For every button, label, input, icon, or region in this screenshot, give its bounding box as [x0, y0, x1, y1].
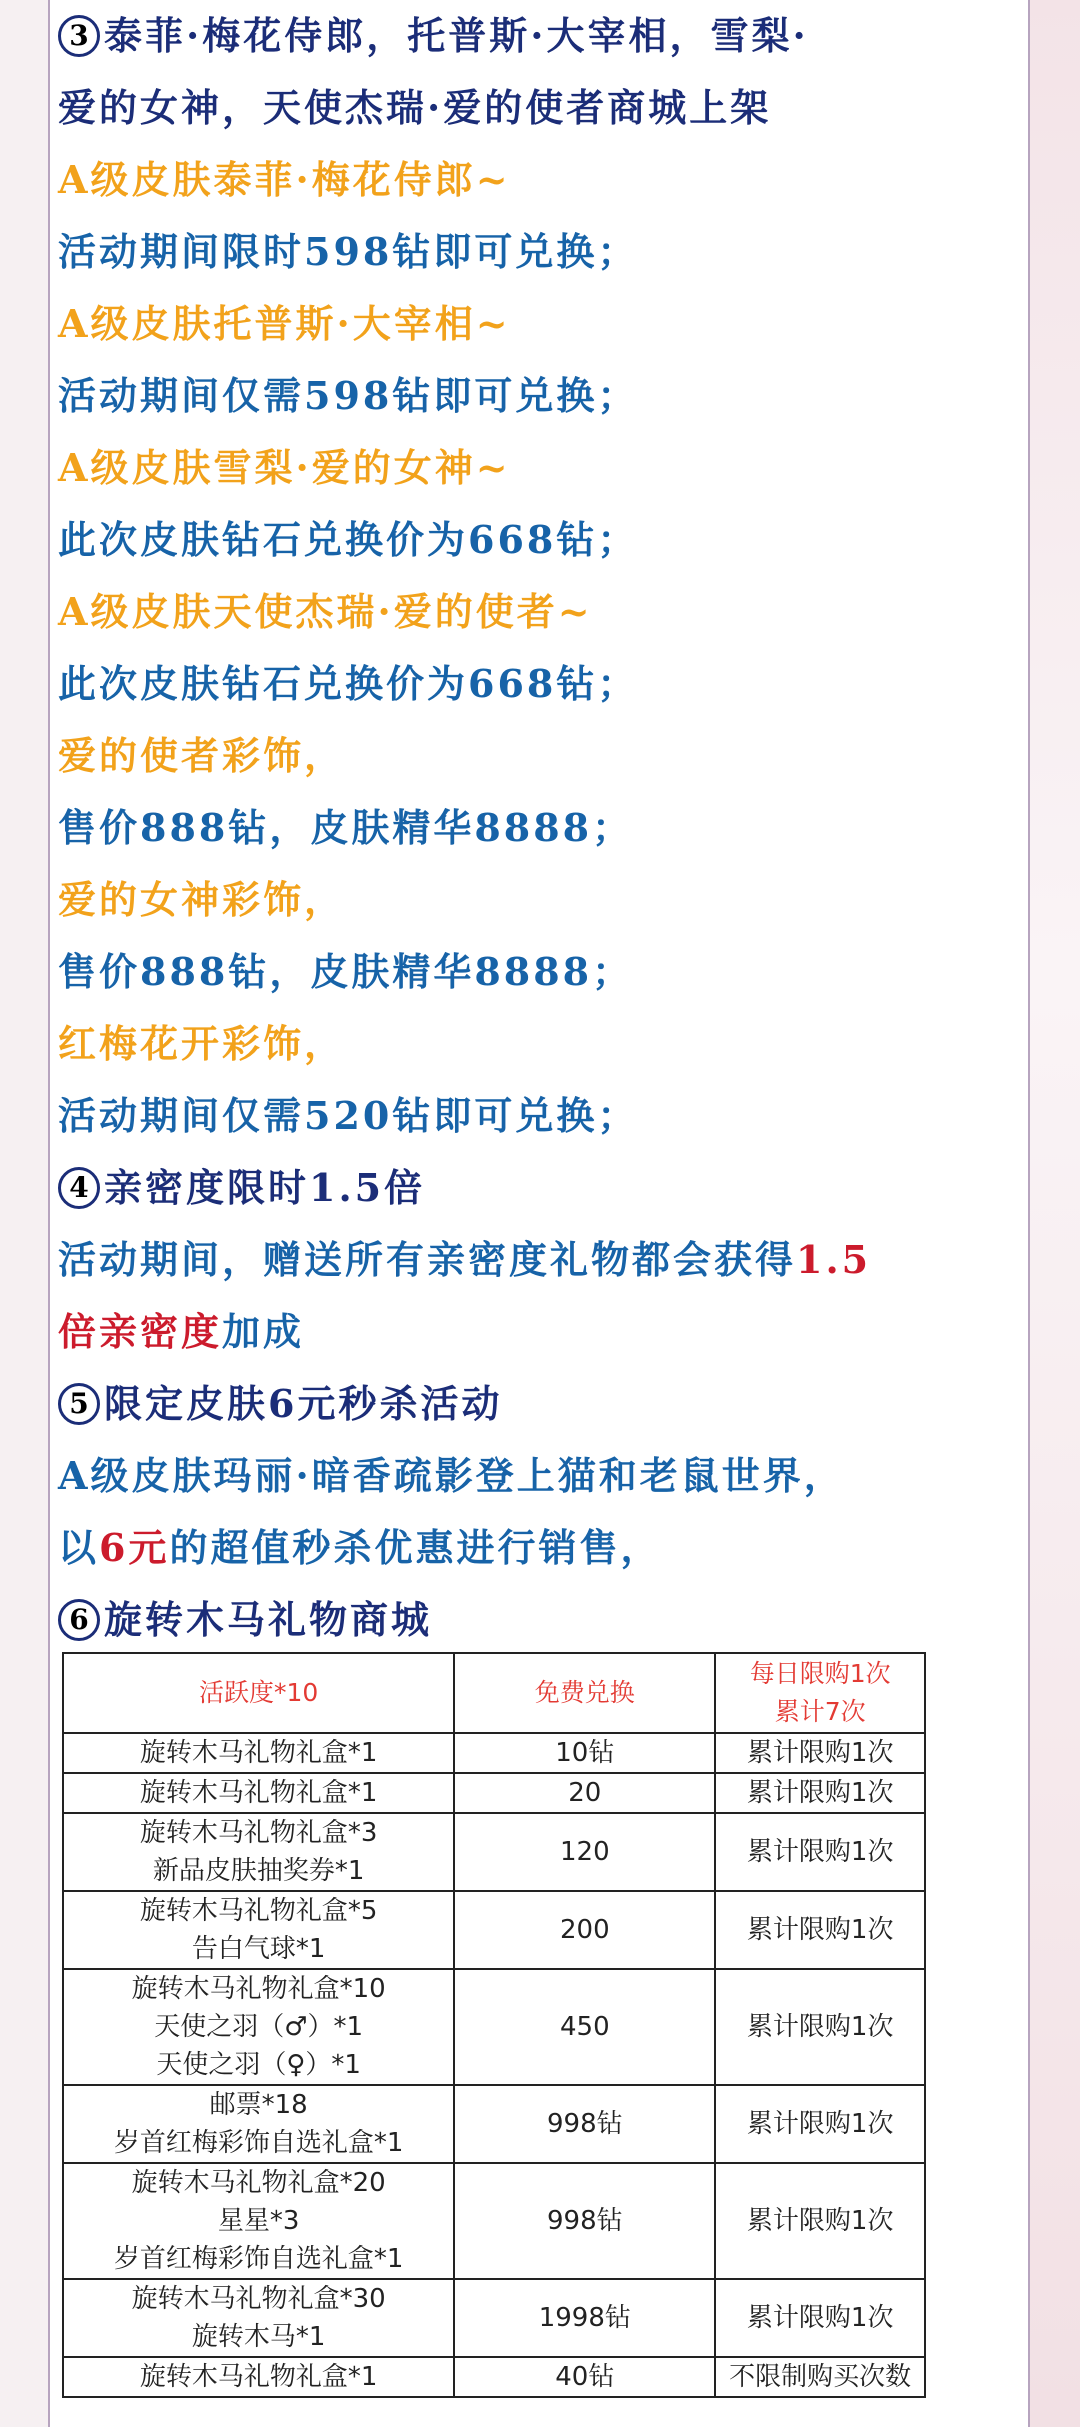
- text-line: [58, 432, 1028, 504]
- table-row: [63, 2163, 925, 2279]
- text-segment: 倍亲密度: [58, 1309, 223, 1354]
- reward-item: 新品皮肤抽奖券*1: [152, 1856, 365, 1886]
- text-segment: A级皮肤泰菲·梅花侍郎~: [58, 157, 511, 202]
- price-cell: 998钻: [454, 2085, 715, 2163]
- text-line: [58, 1368, 1028, 1440]
- price-cell: 20: [454, 1773, 715, 1813]
- reward-item: 邮票*18: [209, 2090, 308, 2120]
- purchase-limit-cell: 累计限购1次: [715, 1733, 925, 1773]
- reward-items-cell: [63, 2357, 454, 2397]
- text-line: [58, 720, 1028, 792]
- text-line: [58, 0, 1028, 72]
- text-line: [58, 1584, 1028, 1656]
- text-line: [58, 504, 1028, 576]
- text-line: [58, 1224, 1028, 1296]
- text-segment: 活动期间仅需520钻即可兑换；: [58, 1093, 639, 1138]
- text-segment: 加成: [222, 1309, 305, 1354]
- text-segment: 1.5: [796, 1237, 872, 1282]
- table-row: [63, 1773, 925, 1813]
- reward-item: 旋转木马礼物礼盒*1: [139, 1738, 378, 1768]
- text-segment: A级皮肤玛丽·暗香疏影登上猫和老鼠世界，: [58, 1453, 845, 1498]
- text-segment: 售价888钻，皮肤精华8888；: [58, 949, 634, 994]
- text-line: [58, 1296, 1028, 1368]
- text-segment: 售价888钻，皮肤精华8888；: [58, 805, 634, 850]
- reward-items-cell: [63, 2085, 454, 2163]
- text-line: [58, 1080, 1028, 1152]
- reward-items-cell: [63, 1733, 454, 1773]
- table-row: [63, 2085, 925, 2163]
- announcement-text: [50, 0, 1028, 1656]
- text-line: [58, 288, 1028, 360]
- purchase-limit-cell: 不限制购买次数: [715, 2357, 925, 2397]
- section-number-badge: 6: [58, 1599, 100, 1641]
- price-cell: 1998钻: [454, 2279, 715, 2357]
- reward-items-cell: [63, 1969, 454, 2085]
- text-segment: 旋转木马礼物商城: [104, 1597, 433, 1642]
- table-row: [63, 1733, 925, 1773]
- text-line: [58, 72, 1028, 144]
- text-segment: 6元: [99, 1525, 170, 1570]
- price-cell: 998钻: [454, 2163, 715, 2279]
- table-header-row: [63, 1653, 925, 1733]
- price-cell: 200: [454, 1891, 715, 1969]
- text-segment: 限定皮肤6元秒杀活动: [104, 1381, 503, 1426]
- header-daily-limit-line1: 每日限购1次: [749, 1659, 891, 1688]
- text-segment: 此次皮肤钻石兑换价为668钻；: [58, 517, 639, 562]
- reward-item: 旋转木马礼物礼盒*3: [139, 1818, 378, 1848]
- text-line: [58, 1152, 1028, 1224]
- text-segment: 爱的女神彩饰，: [58, 877, 346, 922]
- text-line: [58, 864, 1028, 936]
- table-row: [63, 1891, 925, 1969]
- text-line: [58, 576, 1028, 648]
- section-number-badge: 5: [58, 1383, 100, 1425]
- reward-items-cell: [63, 2279, 454, 2357]
- text-line: [58, 144, 1028, 216]
- price-cell: 450: [454, 1969, 715, 2085]
- text-line: [58, 648, 1028, 720]
- reward-item: 岁首红梅彩饰自选礼盒*1: [113, 2128, 404, 2158]
- reward-items-cell: [63, 1813, 454, 1891]
- reward-item: 旋转木马礼物礼盒*1: [139, 2362, 378, 2392]
- reward-items-cell: [63, 1773, 454, 1813]
- price-cell: 40钻: [454, 2357, 715, 2397]
- text-line: [58, 936, 1028, 1008]
- text-segment: 爱的女神，天使杰瑞·爱的使者商城上架: [58, 85, 772, 130]
- text-segment: 红梅花开彩饰，: [58, 1021, 346, 1066]
- text-line: [58, 792, 1028, 864]
- text-segment: A级皮肤天使杰瑞·爱的使者~: [58, 589, 593, 634]
- reward-items-cell: [63, 2163, 454, 2279]
- reward-items-cell: [63, 1891, 454, 1969]
- text-line: [58, 360, 1028, 432]
- reward-item: 天使之羽（♀）*1: [156, 2050, 361, 2080]
- price-cell: 120: [454, 1813, 715, 1891]
- header-activity: 活跃度*10: [63, 1653, 454, 1733]
- text-segment: 亲密度限时1.5倍: [104, 1165, 426, 1210]
- text-segment: 以: [58, 1525, 100, 1570]
- header-daily-limit-line2: 累计7次: [774, 1697, 866, 1726]
- section-number-badge: 3: [58, 15, 100, 57]
- reward-item: 旋转木马礼物礼盒*5: [139, 1896, 378, 1926]
- table-row: [63, 2279, 925, 2357]
- carousel-gift-shop-table: [62, 1652, 926, 2398]
- text-segment: A级皮肤托普斯·大宰相~: [58, 301, 511, 346]
- text-segment: 活动期间，赠送所有亲密度礼物都会获得: [58, 1237, 797, 1282]
- text-line: [58, 1440, 1028, 1512]
- text-line: [58, 1008, 1028, 1080]
- purchase-limit-cell: 累计限购1次: [715, 2163, 925, 2279]
- reward-item: 星星*3: [217, 2206, 300, 2236]
- header-daily-limit: [715, 1653, 925, 1733]
- reward-item: 旋转木马礼物礼盒*10: [131, 1974, 386, 2004]
- text-line: [58, 1512, 1028, 1584]
- purchase-limit-cell: 累计限购1次: [715, 2085, 925, 2163]
- announcement-card: [48, 0, 1030, 2427]
- reward-item: 告白气球*1: [191, 1934, 326, 1964]
- purchase-limit-cell: 累计限购1次: [715, 2279, 925, 2357]
- purchase-limit-cell: 累计限购1次: [715, 1813, 925, 1891]
- purchase-limit-cell: 累计限购1次: [715, 1773, 925, 1813]
- text-segment: 活动期间限时598钻即可兑换；: [58, 229, 639, 274]
- purchase-limit-cell: 累计限购1次: [715, 1969, 925, 2085]
- reward-item: 旋转木马礼物礼盒*1: [139, 1778, 378, 1808]
- text-line: [58, 216, 1028, 288]
- reward-item: 旋转木马*1: [191, 2322, 326, 2352]
- reward-item: 天使之羽（♂）*1: [154, 2012, 364, 2042]
- price-cell: 10钻: [454, 1733, 715, 1773]
- text-segment: 的超值秒杀优惠进行销售，: [169, 1525, 662, 1570]
- table-row: [63, 1969, 925, 2085]
- reward-item: 旋转木马礼物礼盒*20: [131, 2168, 386, 2198]
- text-segment: 此次皮肤钻石兑换价为668钻；: [58, 661, 639, 706]
- table-row: [63, 2357, 925, 2397]
- text-segment: 爱的使者彩饰，: [58, 733, 346, 778]
- purchase-limit-cell: 累计限购1次: [715, 1891, 925, 1969]
- header-free-exchange: 免费兑换: [454, 1653, 715, 1733]
- text-segment: 活动期间仅需598钻即可兑换；: [58, 373, 639, 418]
- reward-item: 岁首红梅彩饰自选礼盒*1: [113, 2244, 404, 2274]
- table-row: [63, 1813, 925, 1891]
- text-segment: A级皮肤雪梨·爱的女神~: [58, 445, 511, 490]
- text-segment: 泰菲·梅花侍郎，托普斯·大宰相，雪梨·: [104, 13, 809, 58]
- section-number-badge: 4: [58, 1167, 100, 1209]
- reward-item: 旋转木马礼物礼盒*30: [131, 2284, 386, 2314]
